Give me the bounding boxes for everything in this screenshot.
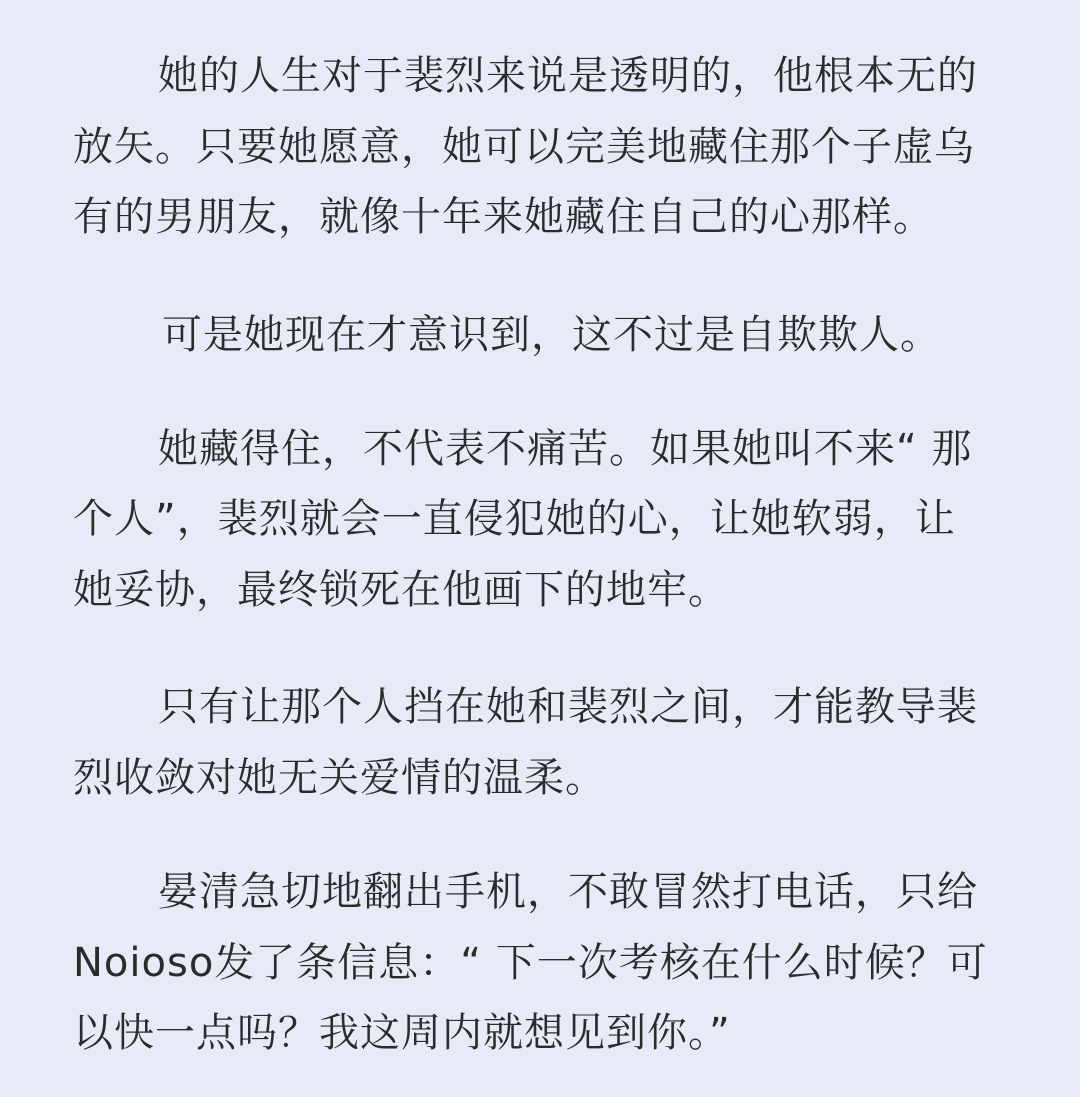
text-line: 烈收敛对她无关爱情的温柔。	[73, 755, 606, 801]
text-line: Noioso发了条信息：“ 下一次考核在什么时候？可	[73, 940, 988, 986]
text-line: 晏清急切地翻出手机，不敢冒然打电话，只给	[158, 869, 978, 915]
text-line: 放矢。只要她愿意，她可以完美地藏住那个子虚乌	[73, 124, 975, 170]
text-line: 个人”，裴烈就会一直侵犯她的心，让她软弱，让	[73, 496, 956, 542]
text-line: 她藏得住，不代表不痛苦。如果她叫不来“ 那	[158, 426, 973, 472]
text-line: 以快一点吗？我这周内就想见到你。”	[73, 1010, 731, 1056]
text-line: 她的人生对于裴烈来说是透明的，他根本无的	[158, 53, 978, 99]
text-line: 只有让那个人挡在她和裴烈之间，才能教导裴	[158, 684, 978, 730]
text-line: 可是她现在才意识到，这不过是自欺欺人。	[162, 312, 941, 358]
text-line: 有的男朋友，就像十年来她藏住自己的心那样。	[73, 194, 934, 240]
text-line: 她妥协，最终锁死在他画下的地牢。	[73, 567, 729, 613]
